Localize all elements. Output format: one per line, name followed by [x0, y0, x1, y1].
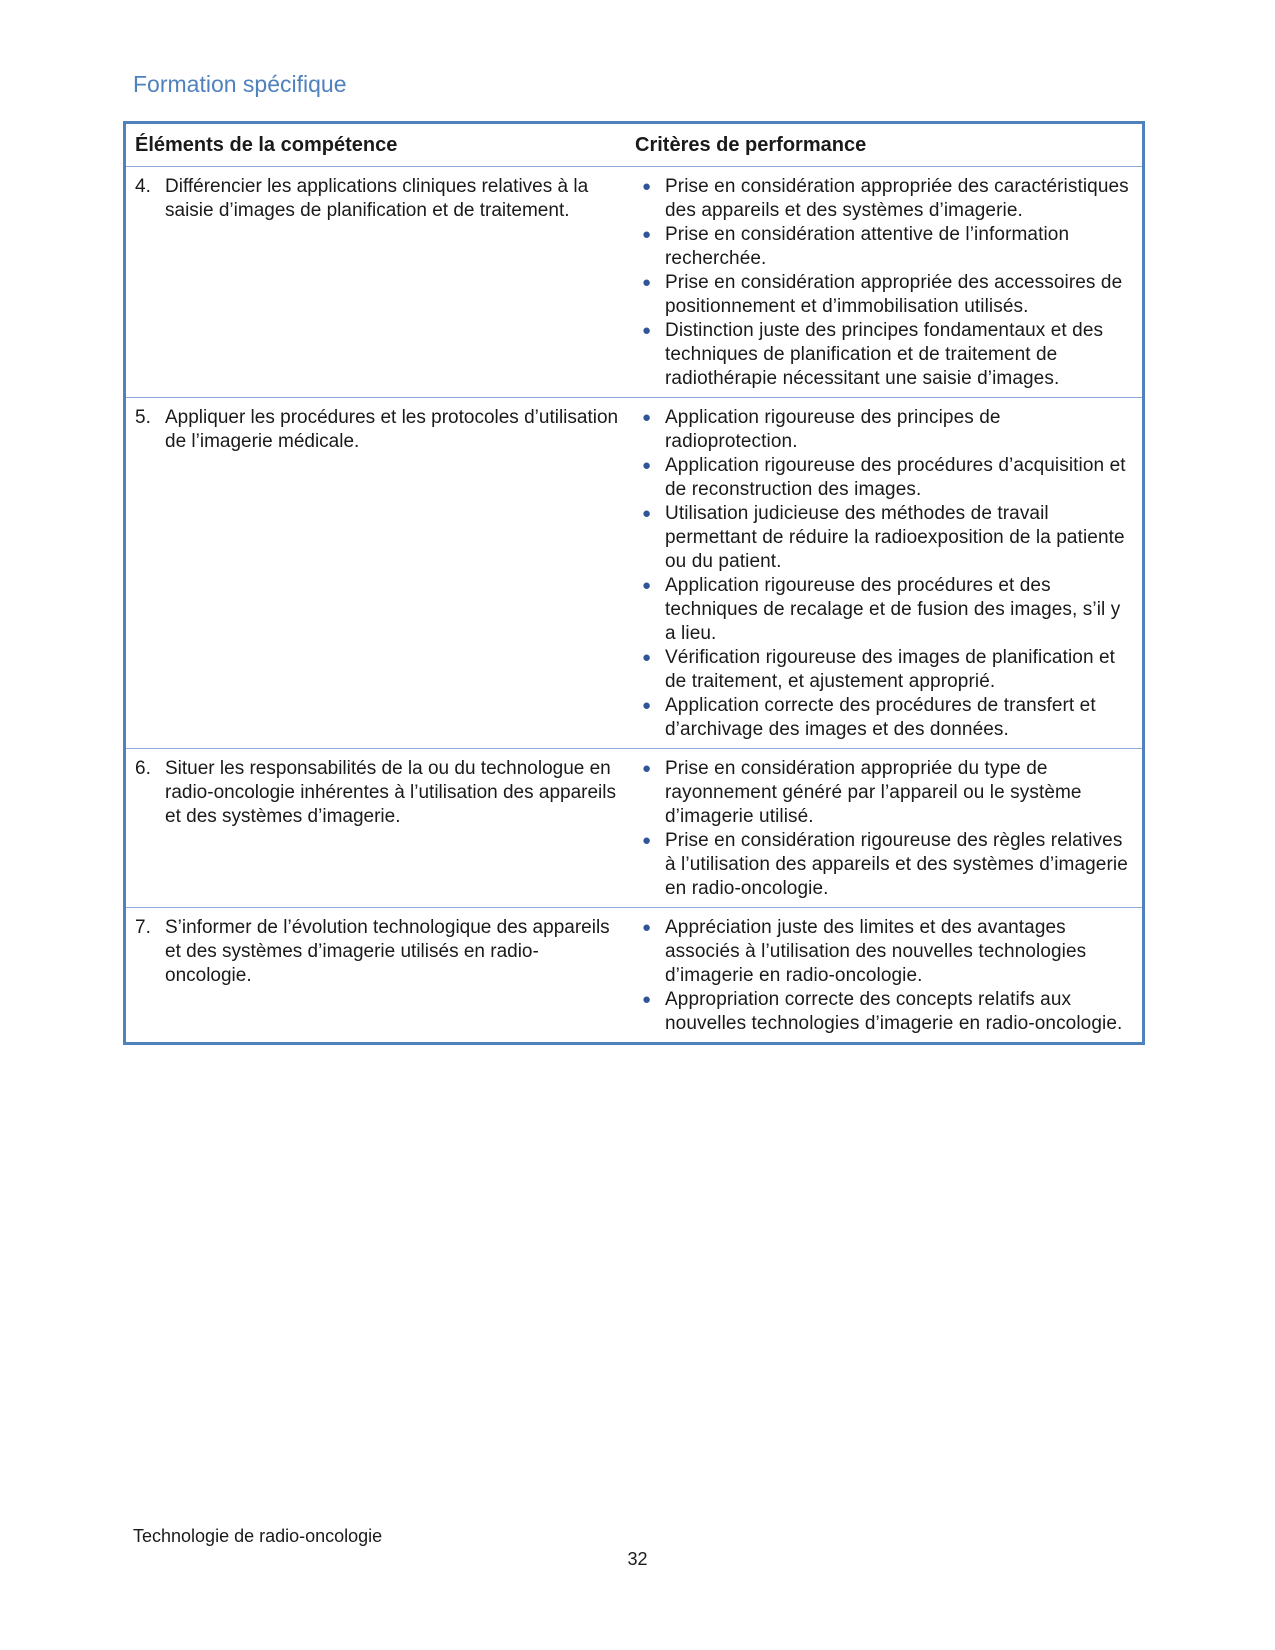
criteria-item — [635, 916, 1136, 988]
section-title: Formation spécifique — [133, 71, 347, 97]
criteria-cell — [631, 167, 1142, 397]
criteria-text: Application rigoureuse des procédures et des techniques de recalage et de fusion des images, s’il y a lieu. — [665, 575, 1121, 644]
criteria-cell — [631, 398, 1142, 748]
element-number: 6. — [135, 758, 151, 779]
criteria-text: Prise en considération appropriée du type de rayonnement généré par l’appareil ou le système d’imagerie utilisé. — [665, 758, 1082, 827]
element-text: Différencier les applications cliniques relatives à la saisie d’images de planification et de traitement. — [165, 176, 589, 221]
bullet-icon: ● — [642, 457, 652, 474]
criteria-item — [635, 988, 1136, 1036]
bullet-icon: ● — [642, 760, 652, 777]
competency-table — [123, 121, 1145, 1045]
competency-element — [135, 749, 621, 829]
element-cell — [126, 908, 631, 1042]
header-criteria: Critères de performance — [635, 133, 867, 156]
criteria-text: Appropriation correcte des concepts relatifs aux nouvelles technologies d’imagerie en radio-oncologie. — [665, 989, 1123, 1034]
bullet-icon: ● — [642, 697, 652, 714]
criteria-item — [635, 829, 1136, 901]
bullet-icon: ● — [642, 178, 652, 195]
table-row — [126, 167, 1142, 398]
competency-element — [135, 908, 621, 988]
table-row — [126, 398, 1142, 749]
element-text: Situer les responsabilités de la ou du technologue en radio-oncologie inhérentes à l’utilisation des appareils et des systèmes d’imagerie. — [165, 758, 616, 827]
table-row — [126, 749, 1142, 908]
criteria-item — [635, 574, 1136, 646]
criteria-text: Appréciation juste des limites et des avantages associés à l’utilisation des nouvelles technologies d’imagerie en radio-oncologie. — [665, 917, 1087, 986]
bullet-icon: ● — [642, 991, 652, 1008]
table-body — [126, 167, 1142, 1042]
bullet-icon: ● — [642, 274, 652, 291]
element-text: S’informer de l’évolution technologique des appareils et des systèmes d’imagerie utilisés en radio-oncologie. — [165, 917, 610, 986]
element-number: 7. — [135, 917, 151, 938]
header-elements: Éléments de la compétence — [135, 133, 398, 156]
bullet-icon: ● — [642, 919, 652, 936]
bullet-icon: ● — [642, 226, 652, 243]
element-cell — [126, 167, 631, 397]
competency-element — [135, 167, 621, 223]
page-number: 32 — [627, 1549, 648, 1569]
criteria-item — [635, 175, 1136, 223]
bullet-icon: ● — [642, 577, 652, 594]
criteria-text: Prise en considération appropriée des caractéristiques des appareils et des systèmes d’imagerie. — [665, 176, 1129, 221]
criteria-item — [635, 319, 1136, 391]
criteria-text: Prise en considération attentive de l’information recherchée. — [665, 224, 1070, 269]
criteria-text: Application rigoureuse des procédures d’acquisition et de reconstruction des images. — [665, 455, 1126, 500]
criteria-item — [635, 694, 1136, 742]
element-cell — [126, 749, 631, 907]
competency-element — [135, 398, 621, 454]
element-number: 5. — [135, 407, 151, 428]
criteria-list — [635, 398, 1136, 748]
criteria-item — [635, 757, 1136, 829]
criteria-text: Application rigoureuse des principes de radioprotection. — [665, 407, 1001, 452]
criteria-text: Prise en considération rigoureuse des règles relatives à l’utilisation des appareils et des systèmes d’imagerie en radio-oncologie. — [665, 830, 1128, 899]
bullet-icon: ● — [642, 649, 652, 666]
table-row — [126, 908, 1142, 1042]
criteria-text: Application correcte des procédures de transfert et d’archivage des images et des données. — [665, 695, 1096, 740]
bullet-icon: ● — [642, 832, 652, 849]
bullet-icon: ● — [642, 505, 652, 522]
criteria-text: Utilisation judicieuse des méthodes de travail permettant de réduire la radioexposition de la patiente ou du patient. — [665, 503, 1125, 572]
criteria-text: Vérification rigoureuse des images de planification et de traitement, et ajustement approprié. — [665, 647, 1116, 692]
criteria-item — [635, 271, 1136, 319]
criteria-cell — [631, 749, 1142, 907]
criteria-item — [635, 406, 1136, 454]
element-text: Appliquer les procédures et les protocoles d’utilisation de l’imagerie médicale. — [165, 407, 619, 452]
element-number: 4. — [135, 176, 151, 197]
criteria-item — [635, 646, 1136, 694]
element-cell — [126, 398, 631, 748]
criteria-text: Prise en considération appropriée des accessoires de positionnement et d’immobilisation utilisés. — [665, 272, 1123, 317]
criteria-list — [635, 908, 1136, 1042]
criteria-list — [635, 749, 1136, 907]
criteria-text: Distinction juste des principes fondamentaux et des techniques de planification et de traitement de radiothérapie nécessitant une saisie d’images. — [665, 320, 1104, 389]
footer-program-title: Technologie de radio-oncologie — [133, 1526, 383, 1546]
criteria-item — [635, 454, 1136, 502]
criteria-item — [635, 223, 1136, 271]
criteria-cell — [631, 908, 1142, 1042]
bullet-icon: ● — [642, 322, 652, 339]
table-header-row — [126, 124, 1142, 167]
bullet-icon: ● — [642, 409, 652, 426]
criteria-list — [635, 167, 1136, 397]
criteria-item — [635, 502, 1136, 574]
